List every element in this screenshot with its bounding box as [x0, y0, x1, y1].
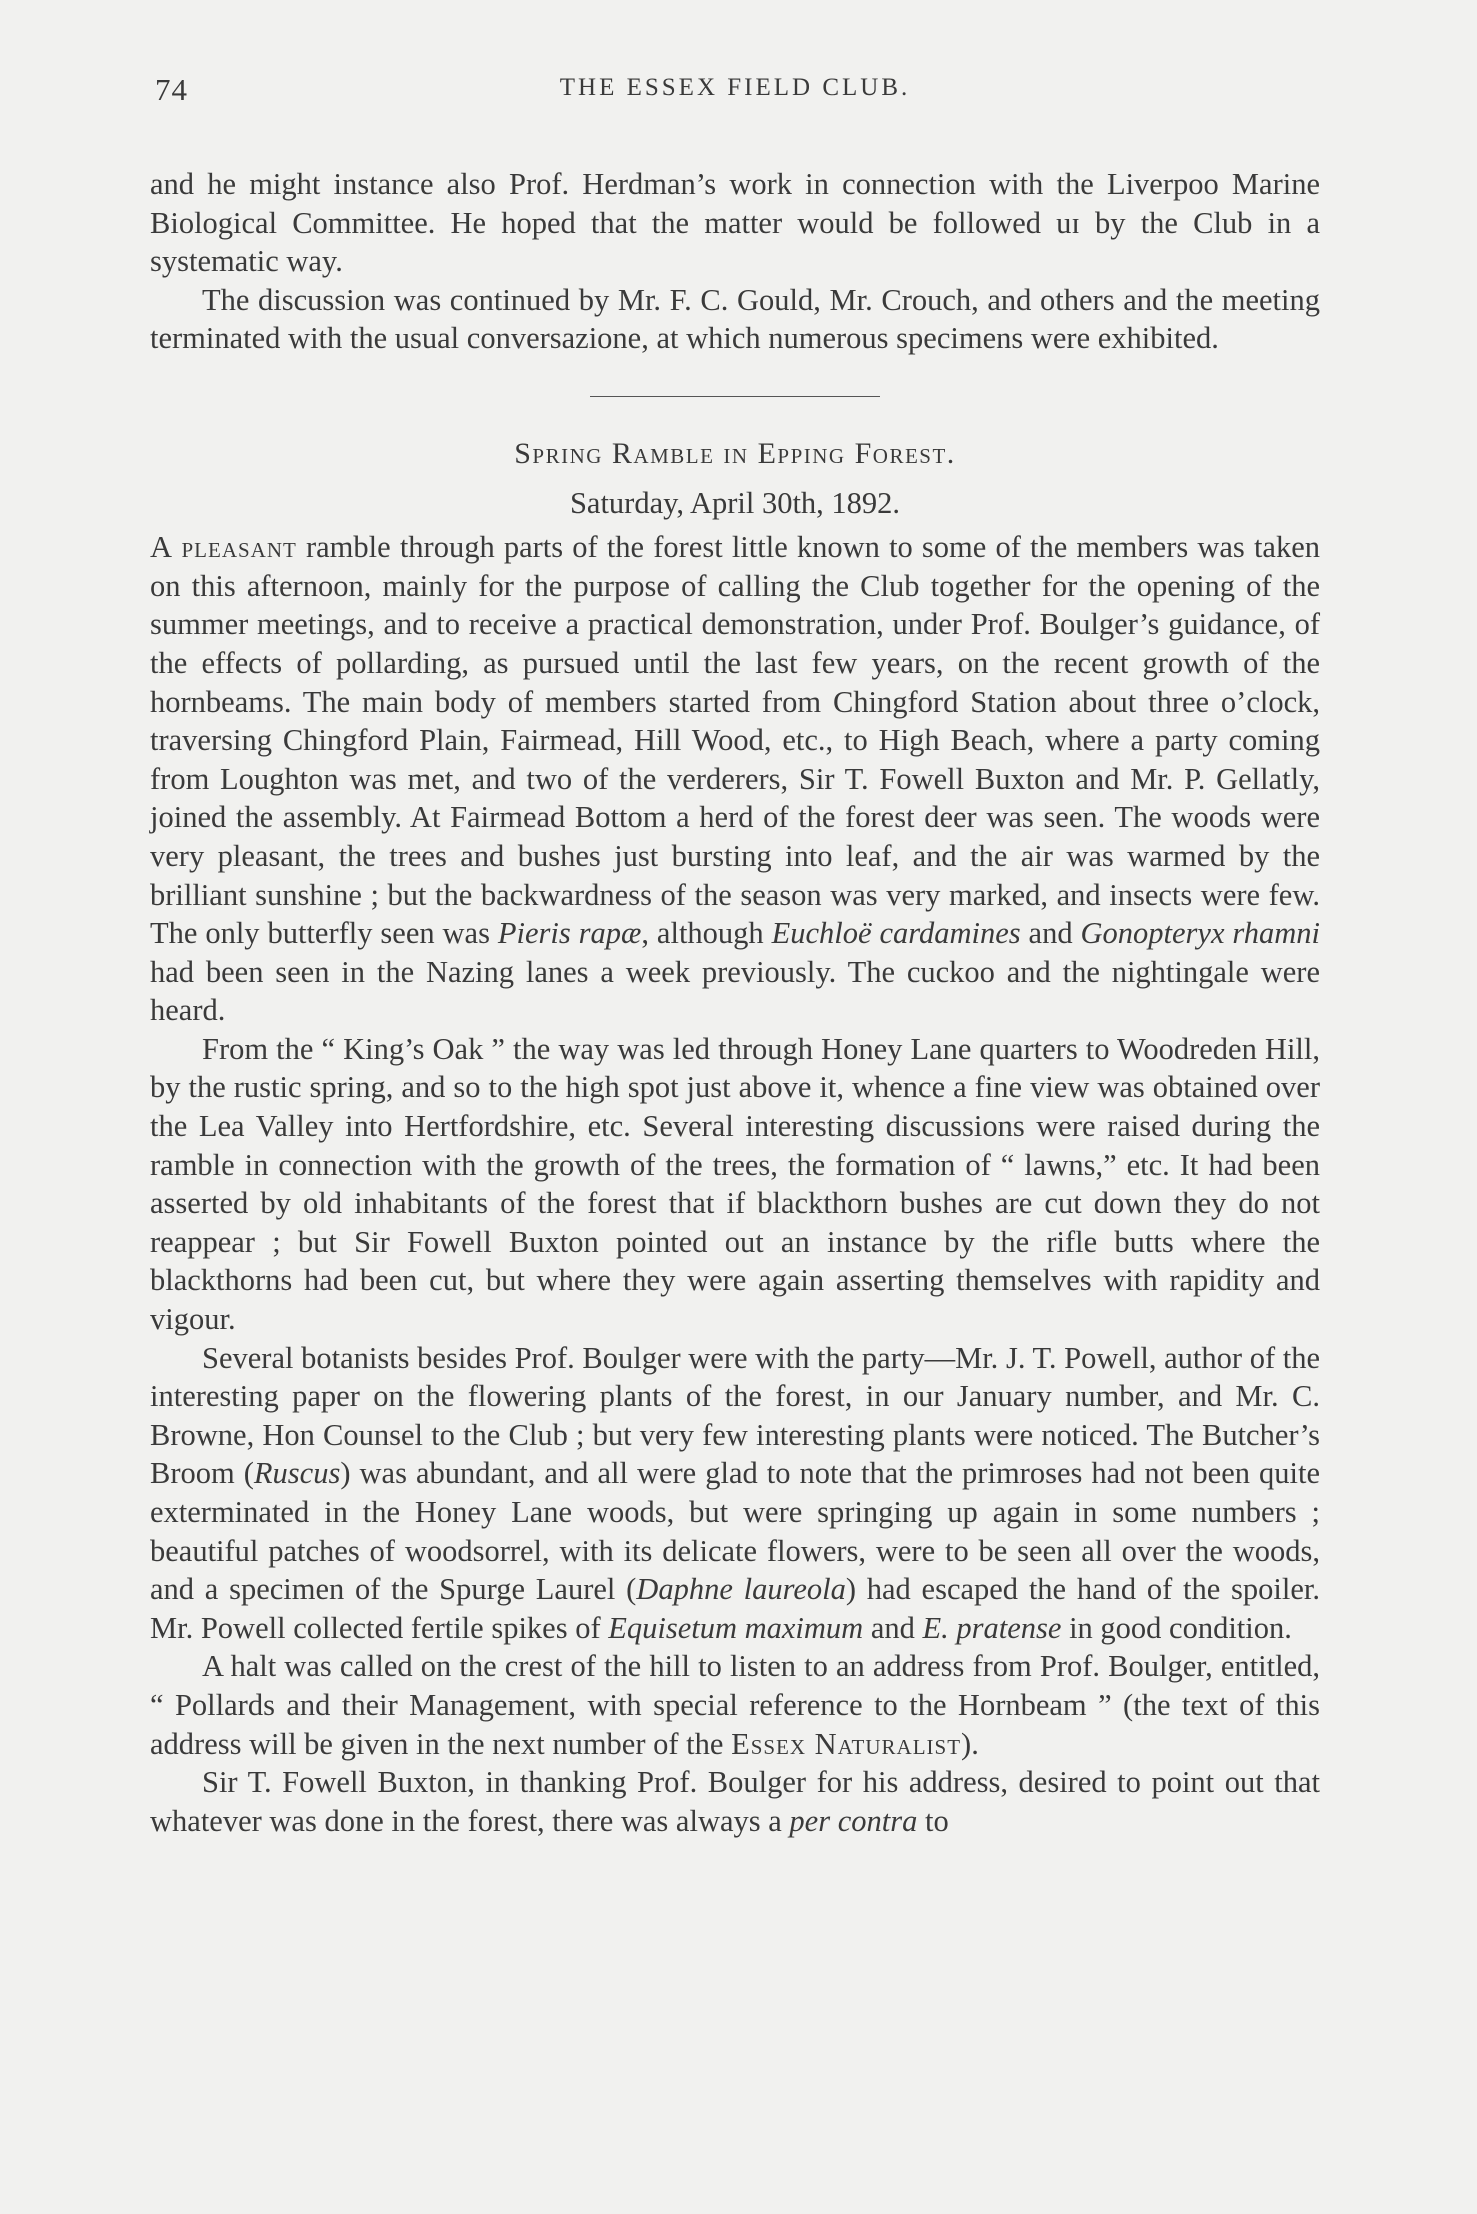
paragraph-ramble-intro	[150, 528, 1320, 1030]
text-run: A halt was called on the crest of the hill to listen to an address from Prof. Boulger, entitled, “ Pollards and their Management, with special reference to the Hornbeam ” (the text of this address will be given in the next number of the	[150, 1649, 1320, 1761]
section-title: Spring Ramble in Epping Forest.	[514, 436, 956, 470]
text-run: , although	[641, 916, 772, 951]
text-run: had been seen in the Nazing lanes a week previously. The cuckoo and the nightingale were heard.	[150, 954, 1320, 1028]
paragraph-halt	[150, 1647, 1320, 1763]
paragraph-botanists	[150, 1339, 1320, 1648]
section-date: Saturday, April 30th, 1892.	[569, 485, 901, 520]
text-run: in good condition.	[1061, 1610, 1292, 1645]
species-name: Pieris rapæ	[497, 916, 642, 951]
text-run: ramble through parts of the forest little known to some of the members was taken on this afternoon, mainly for the purpose of calling the Club together for the opening of the summer meetings, and to receive a practical demonstration, under Prof. Boulger’s guidance, of the effects of pollarding, as pursued until the last few years, on the recent growth of the hornbeams. The main body of members started from Chingford Station about three o’clock, traversing Chingford Plain, Fairmead, Hill Wood, etc., to High Beach, where a party coming from Loughton was met, and two of the verderers, Sir T. Fowell Buxton and Mr. P. Gellatly, joined the assembly. At Fairmead Bottom a herd of the forest deer was seen. The woods were very pleasant, the trees and bushes just bursting into leaf, and the air was warmed by the brilliant sunshine ; but the backwardness of the season was very marked, and insects were few. The only butterfly seen was	[150, 530, 1321, 951]
latin-phrase: per contra	[789, 1803, 918, 1838]
species-name: Euchloë cardamines	[771, 916, 1021, 951]
section-divider	[590, 396, 880, 397]
text-run: ).	[961, 1726, 979, 1761]
text-run: and	[863, 1610, 923, 1645]
species-name: Equisetum maximum	[608, 1610, 864, 1645]
species-name: Daphne laureola	[636, 1572, 846, 1607]
species-name: Gonopteryx rhamni	[1080, 916, 1320, 951]
text-run: and	[1020, 916, 1081, 951]
paragraph-kings-oak: From the “ King’s Oak ” the way was led through Honey Lane quarters to Woodreden Hill, by the rustic spring, and so to the high spot just above it, whence a fine view was obtained over the Lea Valley into Hertfordshire, etc. Several interesting discussions were raised during the ramble in connection with the growth of the trees, the formation of “ lawns,” etc. It had been asserted by old inhabitants of the forest that if blackthorn bushes are cut down they do not reappear ; but Sir Fowell Buxton pointed out an instance by the rifle butts where the blackthorns had been cut, but where they were again asserting themselves with rapidity and vigour.	[150, 1031, 1320, 1337]
page-number: 74	[155, 72, 188, 107]
book-page	[150, 72, 1320, 1840]
page-header	[150, 72, 1320, 122]
species-name: Ruscus	[253, 1456, 341, 1491]
lead-in-small-caps: A pleasant	[150, 530, 297, 565]
running-title: THE ESSEX FIELD CLUB.	[559, 74, 911, 101]
paragraph-buxton	[150, 1763, 1320, 1840]
paragraph-discussion: The discussion was continued by Mr. F. C. Gould, Mr. Crouch, and others and the meeting terminated with the usual conversazione, at which numerous specimens were exhibited.	[150, 282, 1320, 356]
text-run: ) was abundant, and all were glad to note that the primroses had not been quite exterminated in the Honey Lane woods, but were springing up again in some numbers ; beautiful patches of woodsorrel, with its delicate flowers, were to be seen all over the woods, and a specimen of the Spurge Laurel (	[150, 1456, 1320, 1607]
text-run: ) had escaped the hand of the spoiler. Mr. Powell collected fertile spikes of	[150, 1572, 1320, 1645]
article-body	[150, 165, 1320, 1840]
text-run: Several botanists besides Prof. Boulger were with the party—Mr. J. T. Powell, author of the interesting paper on the flowering plants of the forest, in our January number, and Mr. C. Browne, Hon Counsel to the Club ; but very few interesting plants were noticed. The Butcher’s Broom (	[150, 1340, 1320, 1491]
journal-name: Essex Naturalist	[731, 1726, 962, 1761]
text-run: to	[917, 1803, 949, 1838]
text-run: Sir T. Fowell Buxton, in thanking Prof. Boulger for his address, desired to point out that whatever was done in the forest, there was always a	[150, 1765, 1320, 1838]
species-name: E. pratense	[922, 1610, 1062, 1645]
paragraph-continued: and he might instance also Prof. Herdman’s work in connection with the Liverpoo Marine Biological Committee. He hoped that the matter would be followed uɪ by the Club in a systematic way.	[150, 167, 1320, 279]
